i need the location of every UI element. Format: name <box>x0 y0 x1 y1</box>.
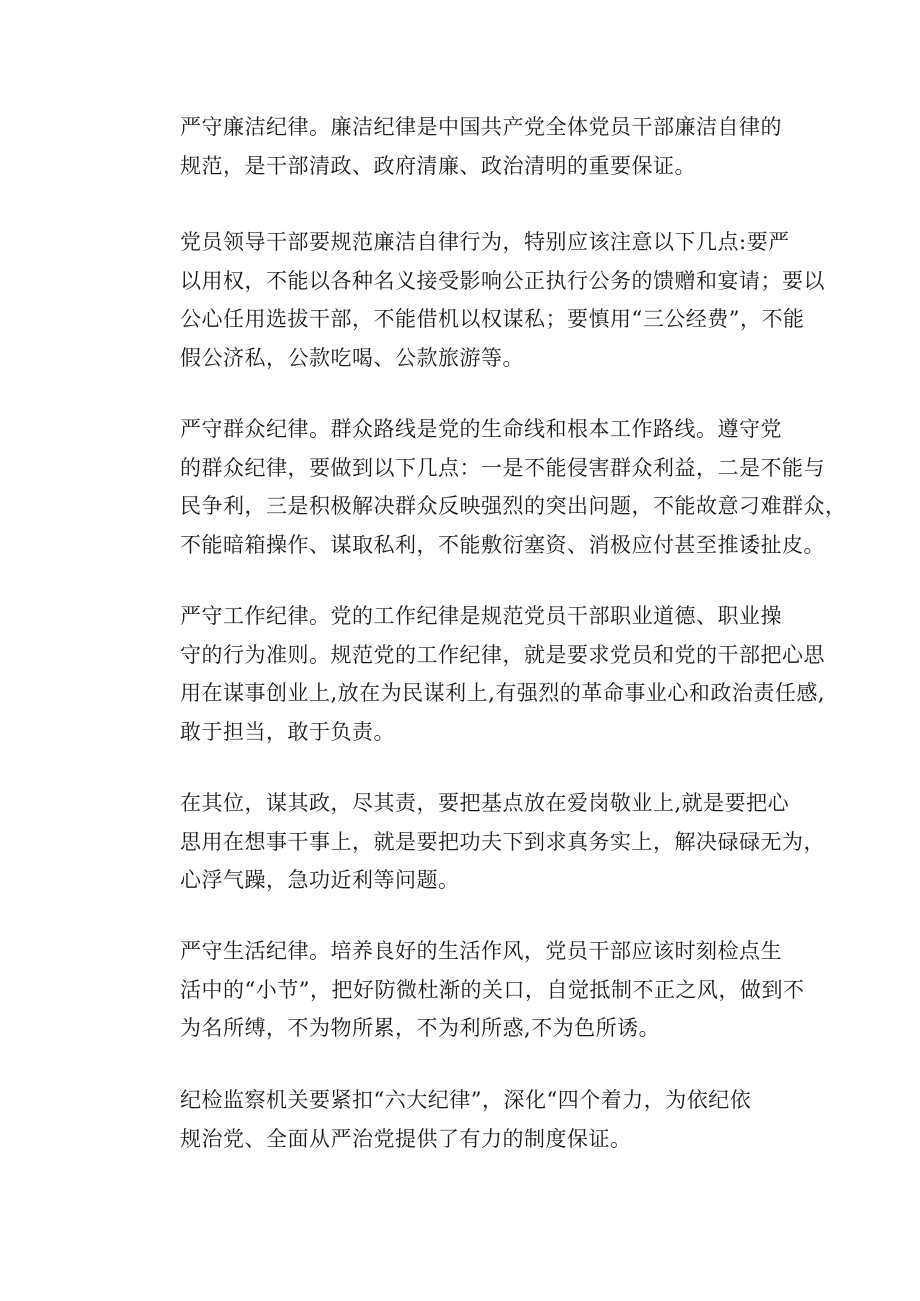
text-line: 为名所缚，不为物所累，不为利所惑,不为色所诱。 <box>180 1016 661 1041</box>
text-line: 敢于担当，敢于负责。 <box>180 720 395 745</box>
text-line: 规治党、全面从严治党提供了有力的制度保证。 <box>180 1126 632 1151</box>
text-line: 用在谋事创业上,放在为民谋利上,有强烈的革命事业心和政治责任感, <box>180 681 826 706</box>
text-line: 活中的“小节”，把好防微杜渐的关口，自觉抵制不正之风，做到不 <box>180 977 805 1002</box>
paragraph-life-discipline <box>138 932 805 1048</box>
text-line: 纪检监察机关要紧扣“六大纪律”，深化“四个着力，为依纪依 <box>180 1088 752 1112</box>
paragraph-work-discipline <box>138 597 826 752</box>
paragraph-dedication <box>138 784 825 900</box>
text-line: 公心任用选拔干部，不能借机以权谋私；要慎用“三公经费”，不能 <box>180 307 805 332</box>
text-line: 规范，是干部清政、政府清廉、政治清明的重要保证。 <box>180 153 696 178</box>
text-line: 思用在想事干事上，就是要把功夫下到求真务实上，解决碌碌无为， <box>180 829 825 854</box>
text-line: 假公济私，公款吃喝、公款旅游等。 <box>180 346 524 371</box>
text-line: 心浮气躁，急功近利等问题。 <box>180 868 460 893</box>
paragraph-mass-discipline <box>138 410 847 565</box>
text-line: 在其位，谋其政，尽其责，要把基点放在爱岗敬业上,就是要把心 <box>180 791 790 815</box>
text-line: 以用权，不能以各种名义接受影响公正执行公务的馈赠和宴请；要以 <box>180 268 825 293</box>
paragraph-integrity-discipline <box>138 108 798 185</box>
text-line: 严守群众纪律。群众路线是党的生命线和根本工作路线。遵守党 <box>180 417 782 441</box>
text-line: 民争利，三是积极解决群众反映强烈的突出问题，不能故意刁难群众， <box>180 494 847 519</box>
text-line: 守的行为准则。规范党的工作纪律，就是要求党员和党的干部把心思 <box>180 642 825 667</box>
text-line: 党员领导干部要规范廉洁自律行为，特别应该注意以下几点:要严 <box>180 230 790 254</box>
text-line: 的群众纪律，要做到以下几点：一是不能侵害群众利益，二是不能与 <box>180 455 825 480</box>
text-line: 严守廉洁纪律。廉洁纪律是中国共产党全体党员干部廉洁自律的 <box>180 115 782 139</box>
text-line: 严守生活纪律。培养良好的生活作风，党员干部应该时刻检点生 <box>180 939 782 963</box>
paragraph-self-discipline-points <box>138 223 825 378</box>
text-line: 严守工作纪律。党的工作纪律是规范党员干部职业道德、职业操 <box>180 604 782 628</box>
paragraph-six-disciplines <box>138 1081 798 1158</box>
text-line: 不能暗箱操作、谋取私利，不能敷衍塞资、消极应付甚至推诿扯皮。 <box>180 533 825 558</box>
